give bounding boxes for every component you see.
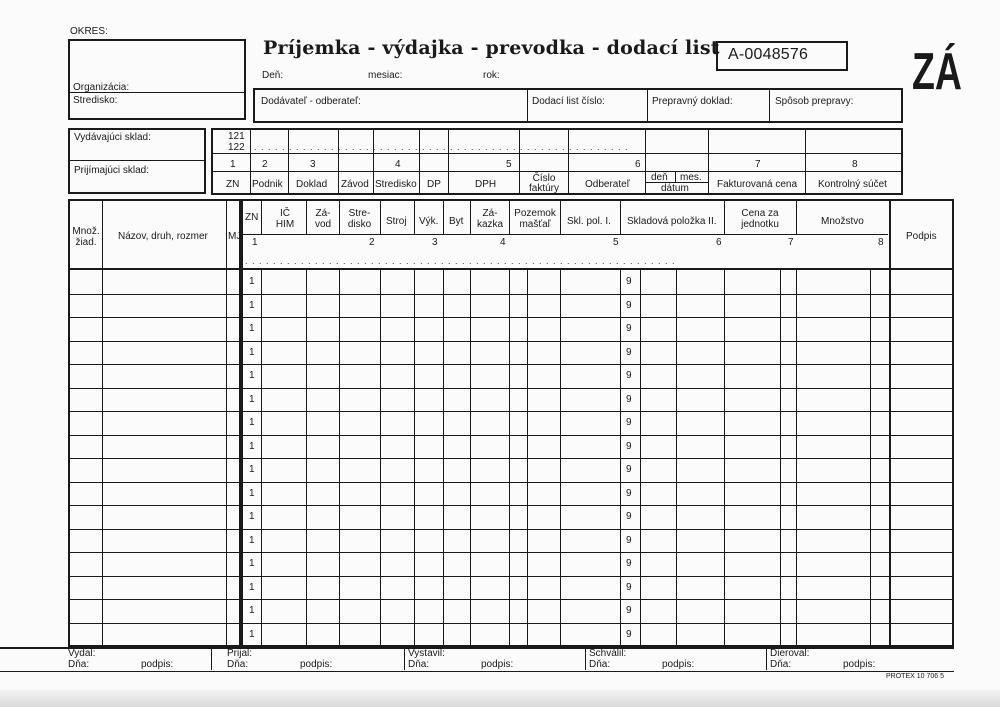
vydal-podpis[interactable]: podpis: <box>141 659 174 670</box>
table-row[interactable] <box>70 623 954 647</box>
num-4: 4 <box>395 159 401 170</box>
divider <box>448 130 449 194</box>
divider <box>724 201 725 234</box>
row-right-number: 9 <box>626 558 632 569</box>
vydavajuci-label[interactable]: Vydávajúci sklad: <box>74 132 151 143</box>
th-vyk: Výk. <box>419 216 439 227</box>
vystavil-podpis[interactable]: podpis: <box>481 659 514 670</box>
row-right-number: 9 <box>626 276 632 287</box>
col-den: deň <box>651 172 668 183</box>
divider <box>470 201 471 234</box>
row-left-number: 1 <box>249 417 255 428</box>
dodaci-list-label[interactable]: Dodací list číslo: <box>532 96 605 107</box>
schvalil-podpis[interactable]: podpis: <box>662 659 695 670</box>
col-odberatel: Odberateľ <box>585 179 630 190</box>
th-nazov: Názov, druh, rozmer <box>118 231 208 242</box>
divider <box>380 201 381 234</box>
table-row[interactable] <box>70 529 954 553</box>
divider <box>213 153 901 154</box>
stredisko-label: Stredisko: <box>73 95 118 106</box>
dodavatel-label[interactable]: Dodávateľ - odberateľ: <box>261 96 361 107</box>
th-zavod: Zá- vod <box>314 208 332 230</box>
row-left-number: 1 <box>249 628 255 640</box>
divider <box>769 90 770 122</box>
row-left-number: 1 <box>249 393 255 405</box>
divider <box>288 130 289 194</box>
col-zn: ZN <box>226 179 240 190</box>
sposob-label[interactable]: Spôsob prepravy: <box>775 96 854 107</box>
divider <box>339 201 340 234</box>
num-2: 2 <box>262 159 268 170</box>
divider <box>585 648 586 670</box>
col-mes: mes. <box>680 172 702 183</box>
table-row[interactable] <box>70 552 954 576</box>
table-row[interactable] <box>70 270 954 294</box>
row-right-number: 9 <box>626 323 632 334</box>
num-1: 1 <box>230 159 236 170</box>
schvalil-label[interactable]: Schválil: <box>589 648 627 659</box>
divider <box>647 90 648 122</box>
num-6: 6 <box>635 159 641 170</box>
table-row[interactable] <box>70 411 954 435</box>
za-mark: ZÁ <box>912 43 962 101</box>
divider <box>708 130 709 194</box>
table-row[interactable] <box>70 294 954 318</box>
th-byt: Byt <box>449 216 464 227</box>
vydal-label[interactable]: Vydal: <box>68 648 96 659</box>
scan-edge <box>0 690 1000 707</box>
divider <box>509 201 510 234</box>
row-right-number: 9 <box>626 511 632 522</box>
mesiac-label: mesiac: <box>368 70 403 81</box>
sub-num-2: 2 <box>369 237 375 248</box>
table-row[interactable] <box>70 482 954 506</box>
prijimajuci-label[interactable]: Prijímajúci sklad: <box>74 165 150 176</box>
divider <box>261 201 262 234</box>
row-right-number: 9 <box>626 393 632 405</box>
row-right-number: 9 <box>626 628 632 640</box>
divider <box>213 171 901 172</box>
table-row[interactable] <box>70 435 954 459</box>
divider <box>414 201 415 234</box>
table-row[interactable] <box>70 458 954 482</box>
th-podpis: Podpis <box>906 231 937 242</box>
col-stredisko: Stredisko <box>375 179 417 190</box>
schvalil-dna[interactable]: Dňa: <box>589 659 611 670</box>
row-left-number: 1 <box>249 605 255 616</box>
th-stredisko: Stre- disko <box>347 208 372 230</box>
row-left-number: 1 <box>249 370 255 381</box>
table-row[interactable] <box>70 341 954 365</box>
sub-num-1: 1 <box>252 237 258 248</box>
row-left-number: 1 <box>249 299 255 311</box>
divider <box>620 201 621 234</box>
th-pozemok: Pozemok mašťaľ <box>514 208 556 230</box>
divider <box>796 201 797 234</box>
col-zavod: Závod <box>341 179 369 190</box>
col-datum: dátum <box>661 183 689 194</box>
row-right-number: 9 <box>626 346 632 358</box>
divider <box>404 648 405 670</box>
row-right-number: 9 <box>626 581 632 593</box>
row-left-number: 1 <box>249 464 255 475</box>
row-right-number: 9 <box>626 464 632 475</box>
table-row[interactable] <box>70 364 954 388</box>
num-3: 3 <box>310 159 316 170</box>
row-right-number: 9 <box>626 417 632 428</box>
table-row[interactable] <box>70 388 954 412</box>
divider <box>675 172 676 182</box>
col-dp: DP <box>427 179 441 190</box>
table-row[interactable] <box>70 317 954 341</box>
row-left-number: 1 <box>249 511 255 522</box>
sub-num-8: 8 <box>878 237 884 248</box>
form-title: Príjemka - výdajka - prevodka - dodací list <box>263 37 720 59</box>
th-cena: Cena za jednotku <box>741 208 779 230</box>
code-122: 122 <box>228 142 245 153</box>
row-left-number: 1 <box>249 487 255 499</box>
row-right-number: 9 <box>626 534 632 546</box>
divider <box>766 648 767 670</box>
col-podnik: Podnik <box>252 179 283 190</box>
row-left-number: 1 <box>249 534 255 546</box>
divider <box>568 130 569 194</box>
vystavil-label[interactable]: Vystavil: <box>408 648 445 659</box>
divider <box>419 130 420 194</box>
th-mnozstvo: Množstvo <box>821 216 864 227</box>
printer-mark: PROTEX 10 706 5 <box>886 673 944 680</box>
sub-num-4: 4 <box>500 237 506 248</box>
row-right-number: 9 <box>626 487 632 499</box>
okres-box[interactable] <box>68 39 246 120</box>
divider <box>306 201 307 234</box>
col-cislo-faktury: Číslo faktúry <box>528 173 559 194</box>
th-skl-pol2: Skladová položka II. <box>627 216 717 227</box>
col-dph: DPH <box>475 179 497 190</box>
divider <box>70 160 204 161</box>
divider <box>211 648 212 670</box>
divider <box>243 234 888 235</box>
th-zn: ZN <box>245 212 259 223</box>
dieroval-podpis[interactable]: podpis: <box>843 659 876 670</box>
divider <box>338 130 339 194</box>
divider <box>645 130 646 194</box>
table-row[interactable] <box>70 599 954 623</box>
th-mnoz-ziad: Množ. žiad. <box>72 226 100 248</box>
prijal-dna[interactable]: Dňa: <box>227 659 249 670</box>
num-5: 5 <box>506 159 512 170</box>
table-row[interactable] <box>70 576 954 600</box>
dieroval-dna[interactable]: Dňa: <box>770 659 792 670</box>
vystavil-dna[interactable]: Dňa: <box>408 659 430 670</box>
th-mj: MJ <box>228 231 242 242</box>
okres-label: OKRES: <box>70 26 108 37</box>
row-left-number: 1 <box>249 440 255 452</box>
th-skl-pol: Skl. pol. I. <box>567 216 611 227</box>
prijal-label[interactable]: Prijal: <box>227 648 253 659</box>
row-right-number: 9 <box>626 440 632 452</box>
organizacia-label: Organizácia: <box>73 82 130 93</box>
sub-num-3: 3 <box>432 237 438 248</box>
divider <box>443 201 444 234</box>
row-right-number: 9 <box>626 299 632 311</box>
sub-num-7: 7 <box>788 237 794 248</box>
rok-label: rok: <box>483 70 500 81</box>
th-ic-him: IČ HIM <box>275 208 295 230</box>
row-left-number: 1 <box>249 276 255 287</box>
row-right-number: 9 <box>626 370 632 381</box>
divider <box>527 90 528 122</box>
prijal-podpis[interactable]: podpis: <box>300 659 333 670</box>
num-7: 7 <box>755 159 761 170</box>
divider <box>519 130 520 194</box>
footer-divider <box>0 647 954 649</box>
footer-bottom <box>0 671 954 672</box>
divider <box>373 130 374 194</box>
dieroval-label[interactable]: Dieroval: <box>770 648 810 659</box>
sub-num-6: 6 <box>716 237 722 248</box>
divider <box>560 201 561 234</box>
den-label: Deň: <box>262 70 284 81</box>
th-stroj: Stroj <box>386 216 407 227</box>
col-doklad: Doklad <box>296 179 328 190</box>
divider <box>250 130 251 194</box>
col-fakturovana-cena: Fakturovaná cena <box>717 179 798 190</box>
table-row[interactable] <box>70 505 954 529</box>
col-kontrolny-sucet: Kontrolný súčet <box>818 179 887 190</box>
prepravny-label[interactable]: Prepravný doklad: <box>652 96 733 107</box>
row-right-number: 9 <box>626 605 632 616</box>
num-8: 8 <box>852 159 858 170</box>
row-left-number: 1 <box>249 346 255 358</box>
sub-num-5: 5 <box>613 237 619 248</box>
vydal-dna[interactable]: Dňa: <box>68 659 90 670</box>
th-zakazka: Zá- kazka <box>476 208 504 230</box>
row-left-number: 1 <box>249 581 255 593</box>
divider <box>805 130 806 194</box>
code-121: 121 <box>228 131 245 142</box>
doc-number: A-0048576 <box>728 46 809 63</box>
row-left-number: 1 <box>249 558 255 569</box>
row-left-number: 1 <box>249 323 255 334</box>
